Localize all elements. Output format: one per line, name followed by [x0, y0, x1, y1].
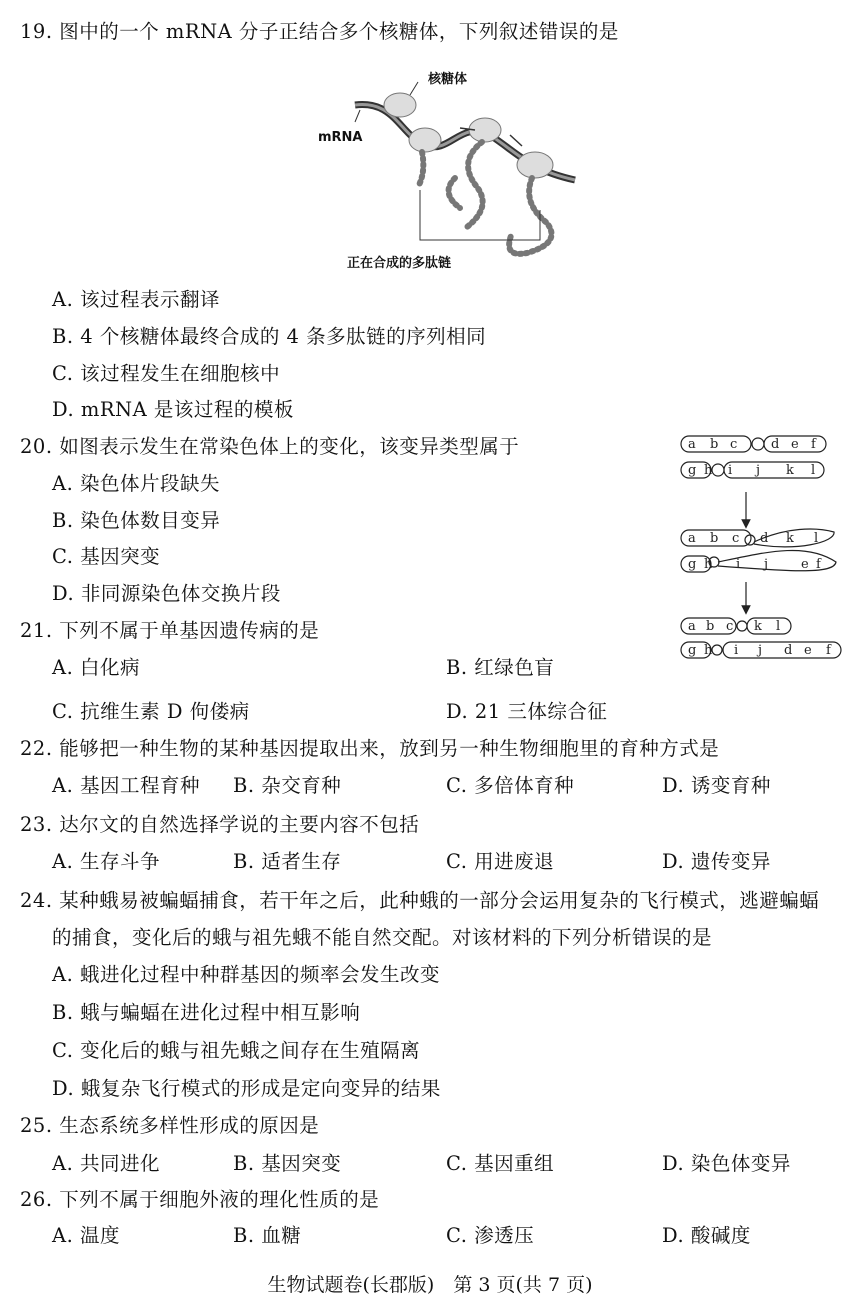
question-24-option-d: D. 蛾复杂飞行模式的形成是定向变异的结果	[52, 1077, 441, 1100]
question-21-option-c: C. 抗维生素 D 佝偻病	[52, 700, 250, 723]
question-20-option-b: B. 染色体数目变异	[52, 509, 221, 532]
gene-letter: d	[784, 643, 793, 658]
gene-letter: l	[811, 463, 816, 478]
question-20-option-a: A. 染色体片段缺失	[52, 472, 220, 495]
gene-letter: g	[688, 643, 697, 658]
question-23-option-a: A. 生存斗争	[52, 850, 160, 873]
gene-letter: c	[730, 437, 738, 452]
question-23-option-d: D. 遗传变异	[662, 850, 771, 873]
question-19-stem: 19. 图中的一个 mRNA 分子正结合多个核糖体，下列叙述错误的是	[20, 20, 619, 43]
gene-letter: c	[726, 619, 734, 634]
gene-letter: e	[801, 557, 809, 572]
question-19-option-d: D. mRNA 是该过程的模板	[52, 398, 294, 421]
question-24-option-c: C. 变化后的蛾与祖先蛾之间存在生殖隔离	[52, 1039, 421, 1062]
gene-letter: f	[816, 557, 821, 572]
question-22-option-c: C. 多倍体育种	[446, 774, 575, 797]
question-24-option-a: A. 蛾进化过程中种群基因的频率会发生改变	[52, 963, 440, 986]
gene-letter: l	[776, 619, 781, 634]
question-19-option-b: B. 4 个核糖体最终合成的 4 条多肽链的序列相同	[52, 325, 487, 348]
question-22-stem: 22. 能够把一种生物的某种基因提取出来，放到另一种生物细胞里的育种方式是	[20, 737, 720, 760]
gene-letter: h	[704, 463, 713, 478]
question-19-option-c: C. 该过程发生在细胞核中	[52, 362, 281, 385]
question-21-option-a: A. 白化病	[52, 656, 140, 679]
question-24-stem-continued: 的捕食，变化后的蛾与祖先蛾不能自然交配。对该材料的下列分析错误的是	[52, 926, 713, 949]
question-22-option-a: A. 基因工程育种	[52, 774, 200, 797]
gene-letter: j	[756, 463, 761, 478]
gene-letter: g	[688, 557, 697, 572]
gene-letter: e	[791, 437, 799, 452]
question-26-option-d: D. 酸碱度	[662, 1224, 751, 1247]
gene-letter: b	[710, 437, 719, 452]
question-24-stem: 24. 某种蛾易被蝙蝠捕食，若干年之后，此种蛾的一部分会运用复杂的飞行模式，逃避蝙蝠	[20, 889, 820, 912]
question-26-stem: 26. 下列不属于细胞外液的理化性质的是	[20, 1188, 380, 1211]
question-24-option-b: B. 蛾与蝙蝠在进化过程中相互影响	[52, 1001, 361, 1024]
gene-letter: f	[826, 643, 831, 658]
question-26-option-a: A. 温度	[52, 1224, 120, 1247]
question-25-option-d: D. 染色体变异	[662, 1152, 791, 1175]
gene-letter: b	[710, 531, 719, 546]
gene-letter: f	[811, 437, 816, 452]
gene-letter: k	[786, 531, 794, 546]
question-21-stem: 21. 下列不属于单基因遗传病的是	[20, 619, 320, 642]
figure-19-label-mrna: mRNA	[318, 130, 363, 145]
gene-letter: g	[688, 463, 697, 478]
question-25-option-c: C. 基因重组	[446, 1152, 555, 1175]
figure-19-label-ribosome: 核糖体	[428, 72, 468, 87]
question-23-stem: 23. 达尔文的自然选择学说的主要内容不包括	[20, 813, 420, 836]
gene-letter: j	[764, 557, 769, 572]
figure-19-polysome	[300, 60, 600, 270]
question-20-stem: 20. 如图表示发生在常染色体上的变化，该变异类型属于	[20, 435, 520, 458]
gene-letter: i	[734, 643, 739, 658]
question-21-option-d: D. 21 三体综合征	[446, 700, 608, 723]
question-20-option-d: D. 非同源染色体交换片段	[52, 582, 281, 605]
gene-letter: l	[814, 531, 819, 546]
question-20-option-c: C. 基因突变	[52, 545, 161, 568]
page-footer: 生物试题卷(长郡版) 第 3 页(共 7 页)	[267, 1274, 593, 1296]
gene-letter: j	[758, 643, 763, 658]
question-22-option-d: D. 诱变育种	[662, 774, 771, 797]
gene-letter: a	[688, 531, 696, 546]
gene-letter: h	[704, 643, 713, 658]
question-21-option-b: B. 红绿色盲	[446, 656, 555, 679]
gene-letter: a	[688, 619, 696, 634]
figure-19-label-peptide: 正在合成的多肽链	[347, 256, 452, 271]
question-19-option-a: A. 该过程表示翻译	[52, 288, 220, 311]
gene-letter: i	[728, 463, 733, 478]
question-23-option-c: C. 用进废退	[446, 850, 555, 873]
question-26-option-b: B. 血糖	[233, 1224, 302, 1247]
gene-letter: e	[804, 643, 812, 658]
question-25-stem: 25. 生态系统多样性形成的原因是	[20, 1114, 320, 1137]
gene-letter: h	[704, 557, 713, 572]
gene-letter: d	[760, 531, 769, 546]
question-26-option-c: C. 渗透压	[446, 1224, 535, 1247]
figure-20-chromosomes	[676, 432, 846, 662]
gene-letter: k	[754, 619, 762, 634]
question-25-option-b: B. 基因突变	[233, 1152, 342, 1175]
question-23-option-b: B. 适者生存	[233, 850, 342, 873]
gene-letter: i	[736, 557, 741, 572]
question-25-option-a: A. 共同进化	[52, 1152, 160, 1175]
gene-letter: d	[771, 437, 780, 452]
gene-letter: a	[688, 437, 696, 452]
question-22-option-b: B. 杂交育种	[233, 774, 342, 797]
gene-letter: k	[786, 463, 794, 478]
gene-letter: c	[732, 531, 740, 546]
gene-letter: b	[706, 619, 715, 634]
